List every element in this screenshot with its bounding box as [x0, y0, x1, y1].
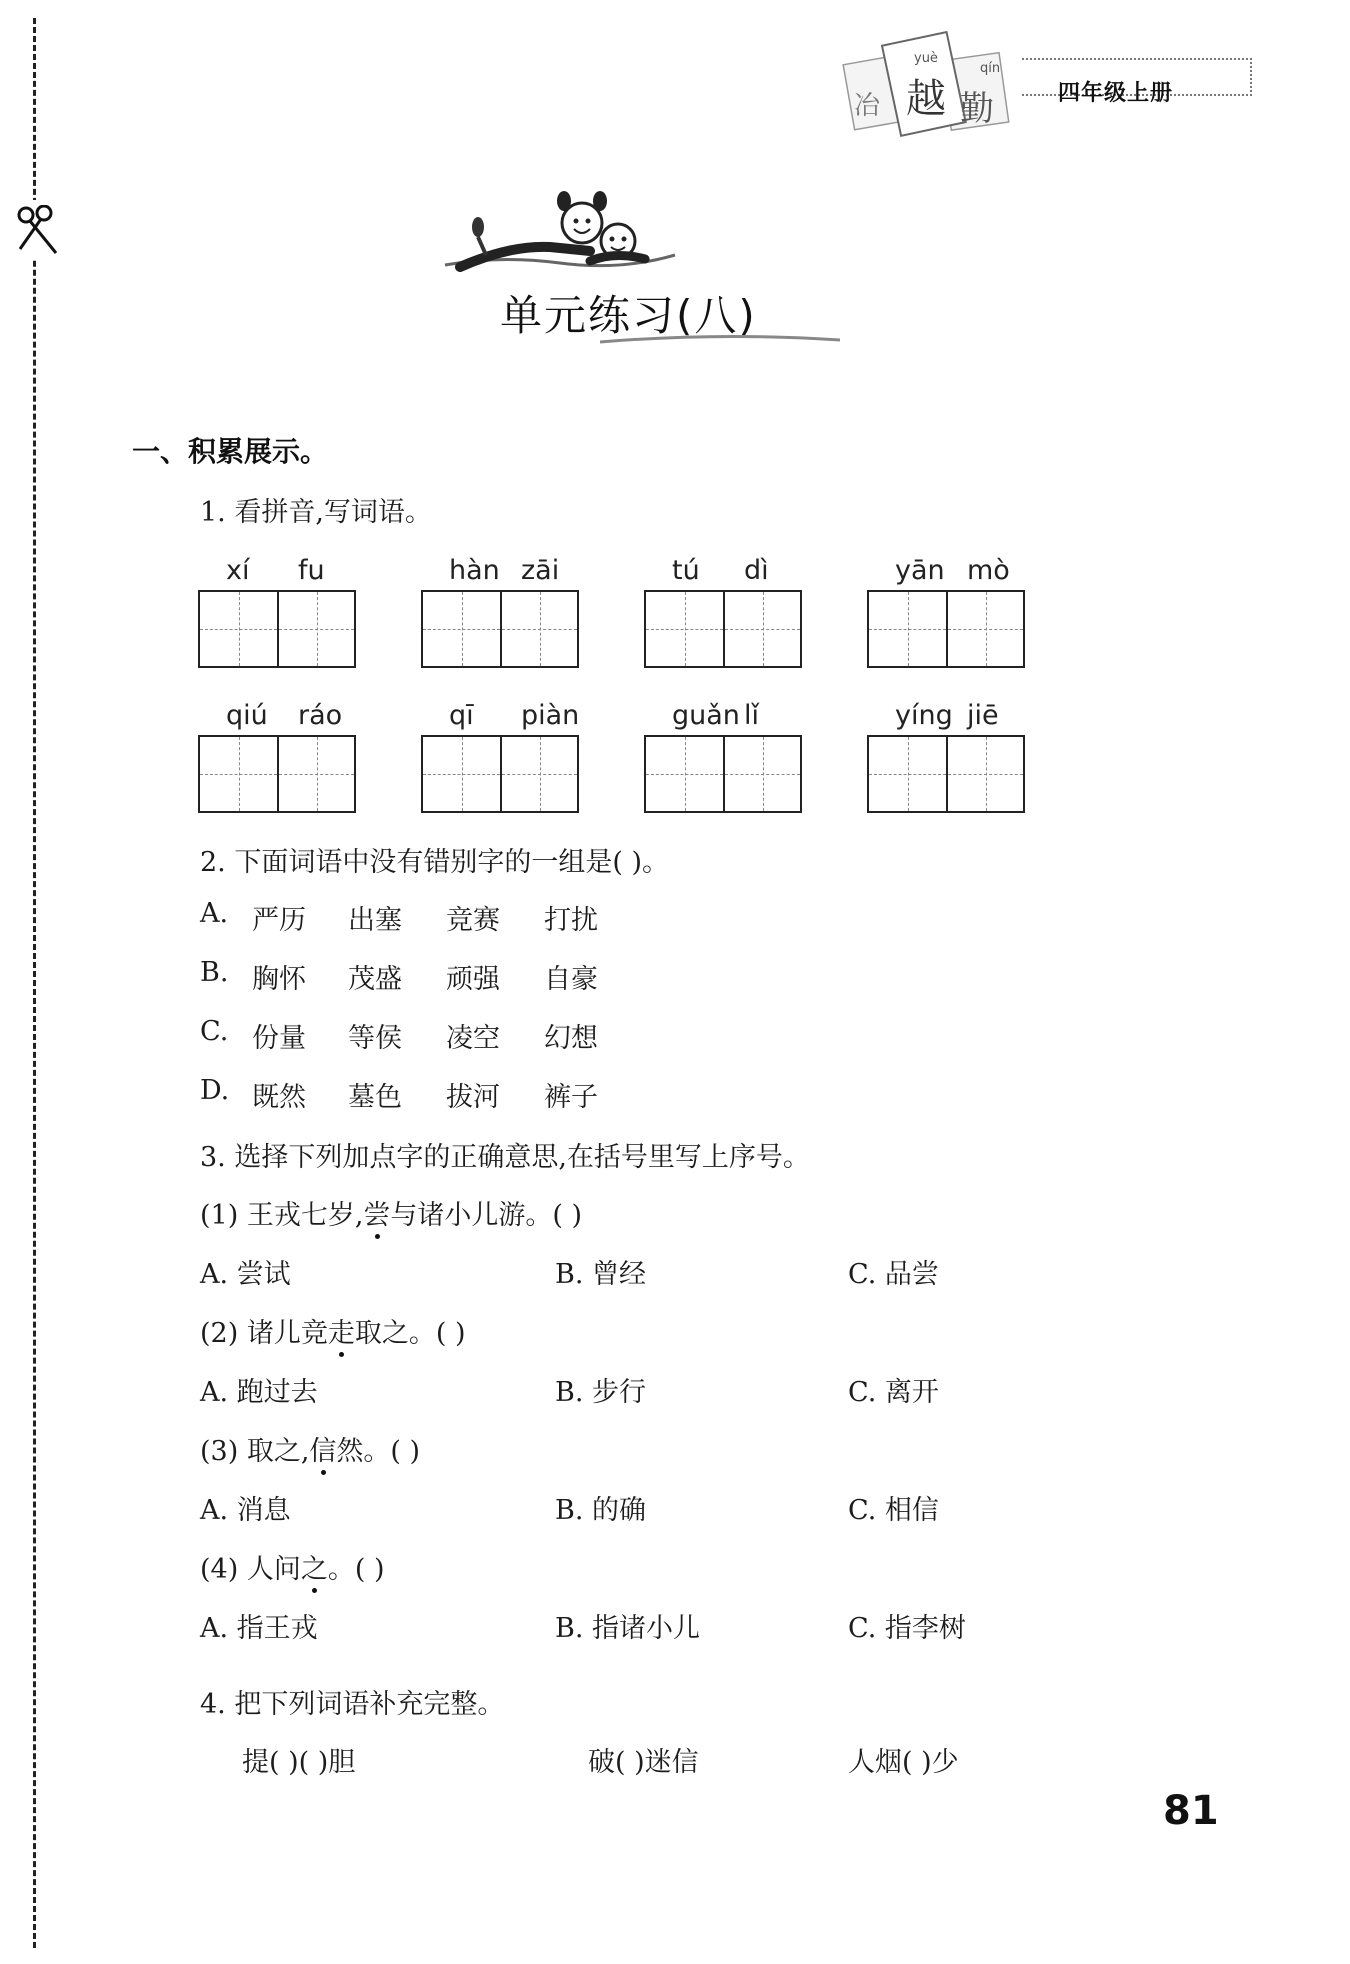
grid-cell[interactable]	[500, 737, 577, 811]
title-swoosh	[600, 320, 840, 350]
writing-grid[interactable]	[644, 735, 802, 813]
writing-grid[interactable]	[421, 590, 579, 668]
grid-cell[interactable]	[646, 592, 723, 666]
grid-cell[interactable]	[723, 737, 800, 811]
option-word: 凌空	[446, 1023, 500, 1054]
answer-option: A. 消息	[200, 1495, 291, 1526]
subquestion-text	[200, 1311, 465, 1350]
pinyin-syllable: lǐ	[744, 700, 760, 731]
grid-cell[interactable]	[946, 592, 1023, 666]
answer-option: A. 尝试	[200, 1259, 291, 1290]
grid-guide-line	[279, 774, 354, 775]
grid-cell[interactable]	[869, 737, 946, 811]
dotted-character: 尝	[363, 1200, 391, 1231]
pinyin-syllable: guǎn	[672, 700, 740, 731]
pinyin-syllable: qī	[449, 700, 474, 731]
grid-guide-line	[502, 629, 577, 630]
option-word: 拔河	[446, 1082, 500, 1113]
answer-option: B. 的确	[555, 1495, 647, 1526]
writing-grid[interactable]	[867, 735, 1025, 813]
question-2-prompt: 2. 下面词语中没有错别字的一组是( )。	[200, 847, 669, 878]
scissors-icon	[14, 205, 62, 257]
grid-guide-line	[725, 629, 800, 630]
subquestion-pre: (3) 取之,	[200, 1436, 310, 1467]
grid-cell[interactable]	[646, 737, 723, 811]
option-word: 份量	[252, 1023, 306, 1054]
page-number: 81	[1163, 1788, 1219, 1834]
option-word: 既然	[252, 1082, 306, 1113]
grid-cell[interactable]	[500, 592, 577, 666]
writing-grid[interactable]	[198, 735, 356, 813]
option-word: 竞赛	[446, 905, 500, 936]
answer-option: B. 步行	[555, 1377, 647, 1408]
subquestion-post: 与诸小儿游。( )	[390, 1200, 583, 1231]
option-word: 打扰	[544, 905, 598, 936]
option-word: 严历	[252, 905, 306, 936]
cut-line	[33, 18, 36, 1948]
grid-guide-line	[423, 774, 500, 775]
option-word: 幻想	[544, 1023, 598, 1054]
grid-guide-line	[948, 629, 1023, 630]
pinyin-syllable: zāi	[521, 555, 560, 586]
writing-grid[interactable]	[644, 590, 802, 668]
grid-guide-line	[725, 774, 800, 775]
option-word: 自豪	[544, 964, 598, 995]
fill-in-phrase[interactable]: 人烟( )少	[848, 1747, 959, 1778]
grid-cell[interactable]	[200, 592, 277, 666]
answer-option: A. 指王戎	[200, 1613, 318, 1644]
pinyin-syllable: yíng	[895, 700, 953, 731]
question-4-prompt: 4. 把下列词语补充完整。	[200, 1689, 505, 1720]
grid-guide-line	[869, 774, 946, 775]
subquestion-post: 取之。( )	[354, 1318, 466, 1349]
subquestion-text	[200, 1429, 420, 1468]
dotted-character: 信	[309, 1436, 337, 1467]
pinyin-syllable: mò	[967, 555, 1010, 586]
option-letter: C.	[200, 1016, 229, 1047]
grid-guide-line	[423, 629, 500, 630]
option-word: 茂盛	[348, 964, 402, 995]
pinyin-syllable: ráo	[298, 700, 343, 731]
logo-char-3: 勤	[960, 89, 994, 129]
pinyin-syllable: piàn	[521, 700, 580, 731]
kids-illustration	[440, 185, 680, 285]
subquestion-post: 。( )	[327, 1554, 385, 1585]
option-word: 胸怀	[252, 964, 306, 995]
pinyin-syllable: hàn	[449, 555, 500, 586]
question-1-prompt: 1. 看拼音,写词语。	[200, 497, 432, 528]
dotted-character: 之	[300, 1554, 328, 1585]
subquestion-pre: (2) 诸儿竞	[200, 1318, 328, 1349]
grid-guide-line	[502, 774, 577, 775]
answer-option: B. 曾经	[555, 1259, 647, 1290]
pinyin-syllable: xí	[226, 555, 250, 586]
answer-option: C. 指李树	[848, 1613, 966, 1644]
grid-guide-line	[200, 629, 277, 630]
option-word: 等侯	[348, 1023, 402, 1054]
pinyin-syllable: tú	[672, 555, 700, 586]
answer-option: C. 离开	[848, 1377, 939, 1408]
logo-pinyin-1: yuè	[914, 51, 938, 66]
option-letter: B.	[200, 957, 229, 988]
option-word: 墓色	[348, 1082, 402, 1113]
logo-pinyin-2: qín	[980, 61, 1001, 76]
grid-cell[interactable]	[423, 737, 500, 811]
grid-cell[interactable]	[200, 737, 277, 811]
grid-cell[interactable]	[277, 592, 354, 666]
option-word: 顽强	[446, 964, 500, 995]
pinyin-syllable: qiú	[226, 700, 268, 731]
grid-cell[interactable]	[946, 737, 1023, 811]
grid-cell[interactable]	[277, 737, 354, 811]
answer-option: A. 跑过去	[200, 1377, 318, 1408]
option-word: 裤子	[544, 1082, 598, 1113]
grid-guide-line	[646, 774, 723, 775]
grid-cell[interactable]	[723, 592, 800, 666]
logo-char-1: 冶	[854, 91, 881, 121]
grid-cell[interactable]	[423, 592, 500, 666]
pinyin-syllable: jiē	[967, 700, 999, 731]
dotted-character: 走	[327, 1318, 355, 1349]
grid-guide-line	[200, 774, 277, 775]
subquestion-text	[200, 1193, 582, 1232]
option-word: 出塞	[348, 905, 402, 936]
pinyin-syllable: fu	[298, 555, 325, 586]
subquestion-text	[200, 1547, 384, 1586]
grid-guide-line	[646, 629, 723, 630]
answer-option: C. 相信	[848, 1495, 939, 1526]
option-letter: D.	[200, 1075, 230, 1106]
brand-logo	[828, 20, 1028, 142]
pinyin-syllable: dì	[744, 555, 769, 586]
grid-cell[interactable]	[869, 592, 946, 666]
writing-grid[interactable]	[421, 735, 579, 813]
pinyin-syllable: yān	[895, 555, 945, 586]
subquestion-post: 然。( )	[336, 1436, 421, 1467]
answer-option: B. 指诸小儿	[555, 1613, 701, 1644]
unit-title: 单元练习(八)	[500, 291, 757, 340]
grid-guide-line	[279, 629, 354, 630]
subquestion-pre: (4) 人问	[200, 1554, 301, 1585]
grade-label: 四年级上册	[1058, 81, 1174, 106]
subquestion-pre: (1) 王戎七岁,	[200, 1200, 364, 1231]
writing-grid[interactable]	[867, 590, 1025, 668]
writing-grid[interactable]	[198, 590, 356, 668]
logo-char-2: 越	[906, 76, 946, 122]
question-3-prompt: 3. 选择下列加点字的正确意思,在括号里写上序号。	[200, 1142, 810, 1173]
answer-option: C. 品尝	[848, 1259, 939, 1290]
grid-guide-line	[948, 774, 1023, 775]
option-letter: A.	[200, 898, 229, 929]
section-heading: 一、积累展示。	[132, 435, 329, 468]
fill-in-phrase[interactable]: 破( )迷信	[588, 1747, 699, 1778]
fill-in-phrase[interactable]: 提( )( )胆	[242, 1747, 356, 1778]
grid-guide-line	[869, 629, 946, 630]
